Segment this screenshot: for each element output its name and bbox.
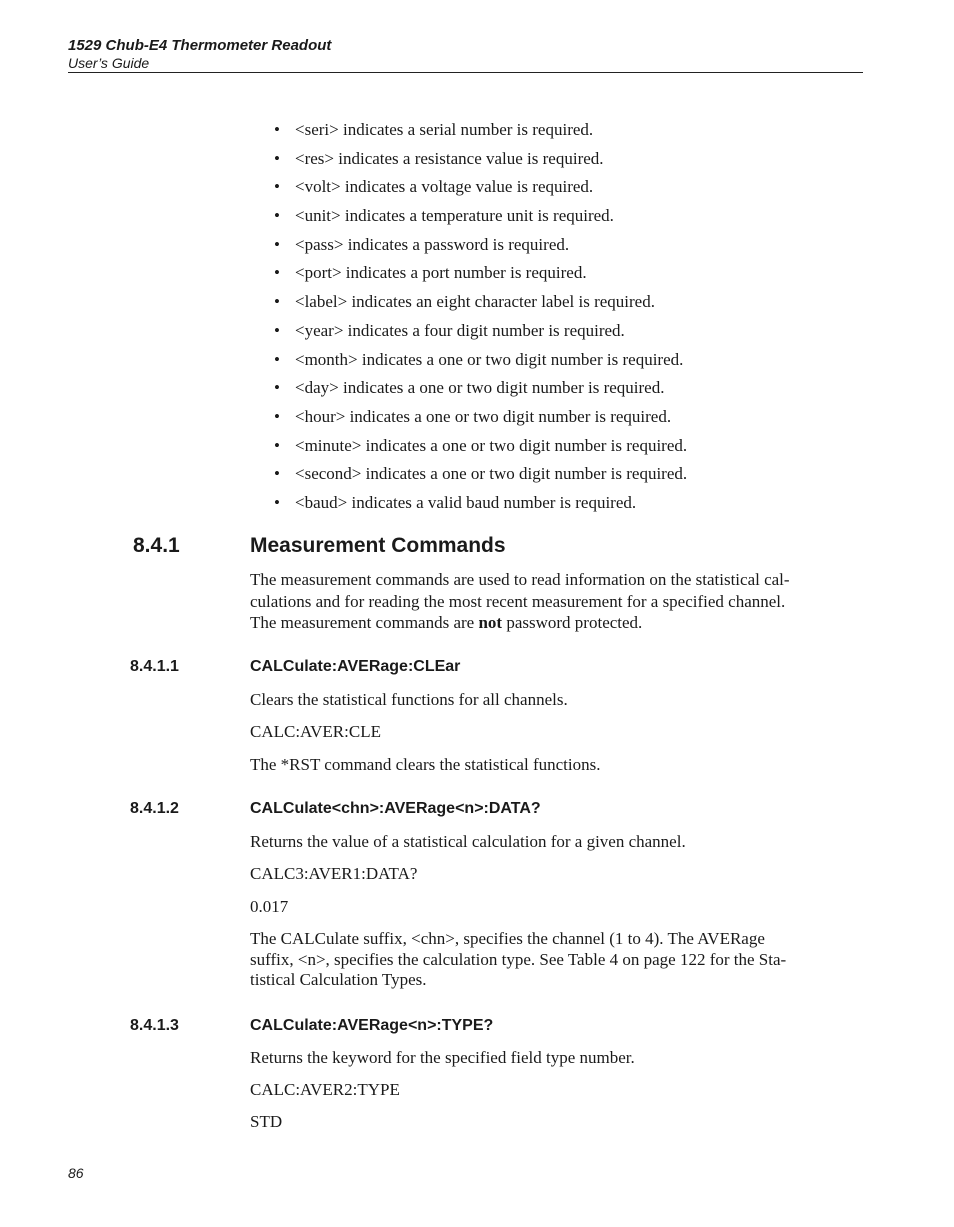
document-title: 1529 Chub-E4 Thermometer Readout [68,37,332,54]
section-number: 8.4.1 [133,534,180,557]
bullet-text: <unit> indicates a temperature unit is required. [295,206,614,226]
bullet-text: <year> indicates a four digit number is required. [295,320,625,340]
bullet-icon: • [274,320,280,340]
command-note: The *RST command clears the statistical functions. [250,755,601,774]
parameter-bullet-list [272,116,687,518]
intro-text: password protected. [502,613,643,632]
bullet-icon: • [274,263,280,283]
section-title: Measurement Commands [250,534,506,557]
intro-line: The measurement commands are used to read information on the statistical cal- [250,570,790,589]
command-description: Returns the value of a statistical calculation for a given channel. [250,832,686,851]
command-description: Returns the keyword for the specified field type number. [250,1048,635,1067]
bullet-icon: • [274,148,280,168]
command-response: 0.017 [250,897,289,916]
subsection-number: 8.4.1.1 [130,658,179,675]
bullet-text: <pass> indicates a password is required. [295,234,570,254]
page-number: 86 [68,1165,84,1181]
bullet-icon: • [274,492,280,512]
bullet-icon: • [274,234,280,254]
bullet-text: <month> indicates a one or two digit number is required. [295,349,684,369]
note-line: tistical Calculation Types. [250,970,427,989]
bullet-icon: • [274,406,280,426]
bullet-text: <baud> indicates a valid baud number is required. [295,492,637,512]
bullet-item [272,374,687,403]
bullet-item [272,202,687,231]
bullet-icon: • [274,206,280,226]
bullet-icon: • [274,435,280,455]
command-note [250,929,865,991]
subsection-title: CALCulate<chn>:AVERage<n>:DATA? [250,800,541,817]
command-example: CALC:AVER2:TYPE [250,1080,400,1099]
bullet-item [272,432,687,461]
bullet-item [272,346,687,375]
bullet-icon: • [274,349,280,369]
document-subtitle: User’s Guide [68,55,150,71]
intro-text: The measurement commands are [250,613,479,632]
command-response: STD [250,1112,283,1131]
bullet-icon: • [274,177,280,197]
page-header [68,37,863,71]
intro-line [250,612,865,634]
bullet-item [272,145,687,174]
bullet-item [272,460,687,489]
note-line: The CALCulate suffix, <chn>, specifies the channel (1 to 4). The AVERage [250,929,765,948]
bullet-icon: • [274,292,280,312]
bullet-text: <day> indicates a one or two digit number is required. [295,378,665,398]
bullet-text: <label> indicates an eight character label is required. [295,292,655,312]
bullet-text: <port> indicates a port number is required. [295,263,587,283]
bullet-item [272,231,687,260]
bullet-text: <res> indicates a resistance value is required. [295,148,604,168]
intro-line: culations and for reading the most recent measurement for a specified channel. [250,591,786,611]
bullet-item [272,259,687,288]
bullet-item [272,116,687,145]
bullet-text: <hour> indicates a one or two digit number is required. [295,406,672,426]
subsection-number: 8.4.1.2 [130,800,179,817]
bullet-item [272,173,687,202]
bullet-item [272,288,687,317]
note-line: suffix, <n>, specifies the calculation type. See Table 4 on page 122 for the Sta- [250,949,787,969]
command-example: CALC3:AVER1:DATA? [250,864,418,883]
subsection-number: 8.4.1.3 [130,1017,179,1034]
intro-emphasis: not [478,613,503,632]
header-divider [68,72,863,73]
bullet-text: <second> indicates a one or two digit number is required. [295,464,688,484]
command-example: CALC:AVER:CLE [250,722,381,741]
bullet-icon: • [274,120,280,139]
bullet-icon: • [274,464,280,484]
subsection-title: CALCulate:AVERage<n>:TYPE? [250,1017,494,1034]
bullet-item [272,317,687,346]
subsection-title: CALCulate:AVERage:CLEar [250,658,461,675]
bullet-text: <volt> indicates a voltage value is required. [295,177,594,197]
bullet-item [272,489,687,518]
command-description: Clears the statistical functions for all channels. [250,690,568,709]
bullet-text: <seri> indicates a serial number is required. [295,120,594,139]
section-intro [250,569,865,634]
bullet-text: <minute> indicates a one or two digit number is required. [295,435,688,455]
bullet-icon: • [274,378,280,398]
bullet-item [272,403,687,432]
